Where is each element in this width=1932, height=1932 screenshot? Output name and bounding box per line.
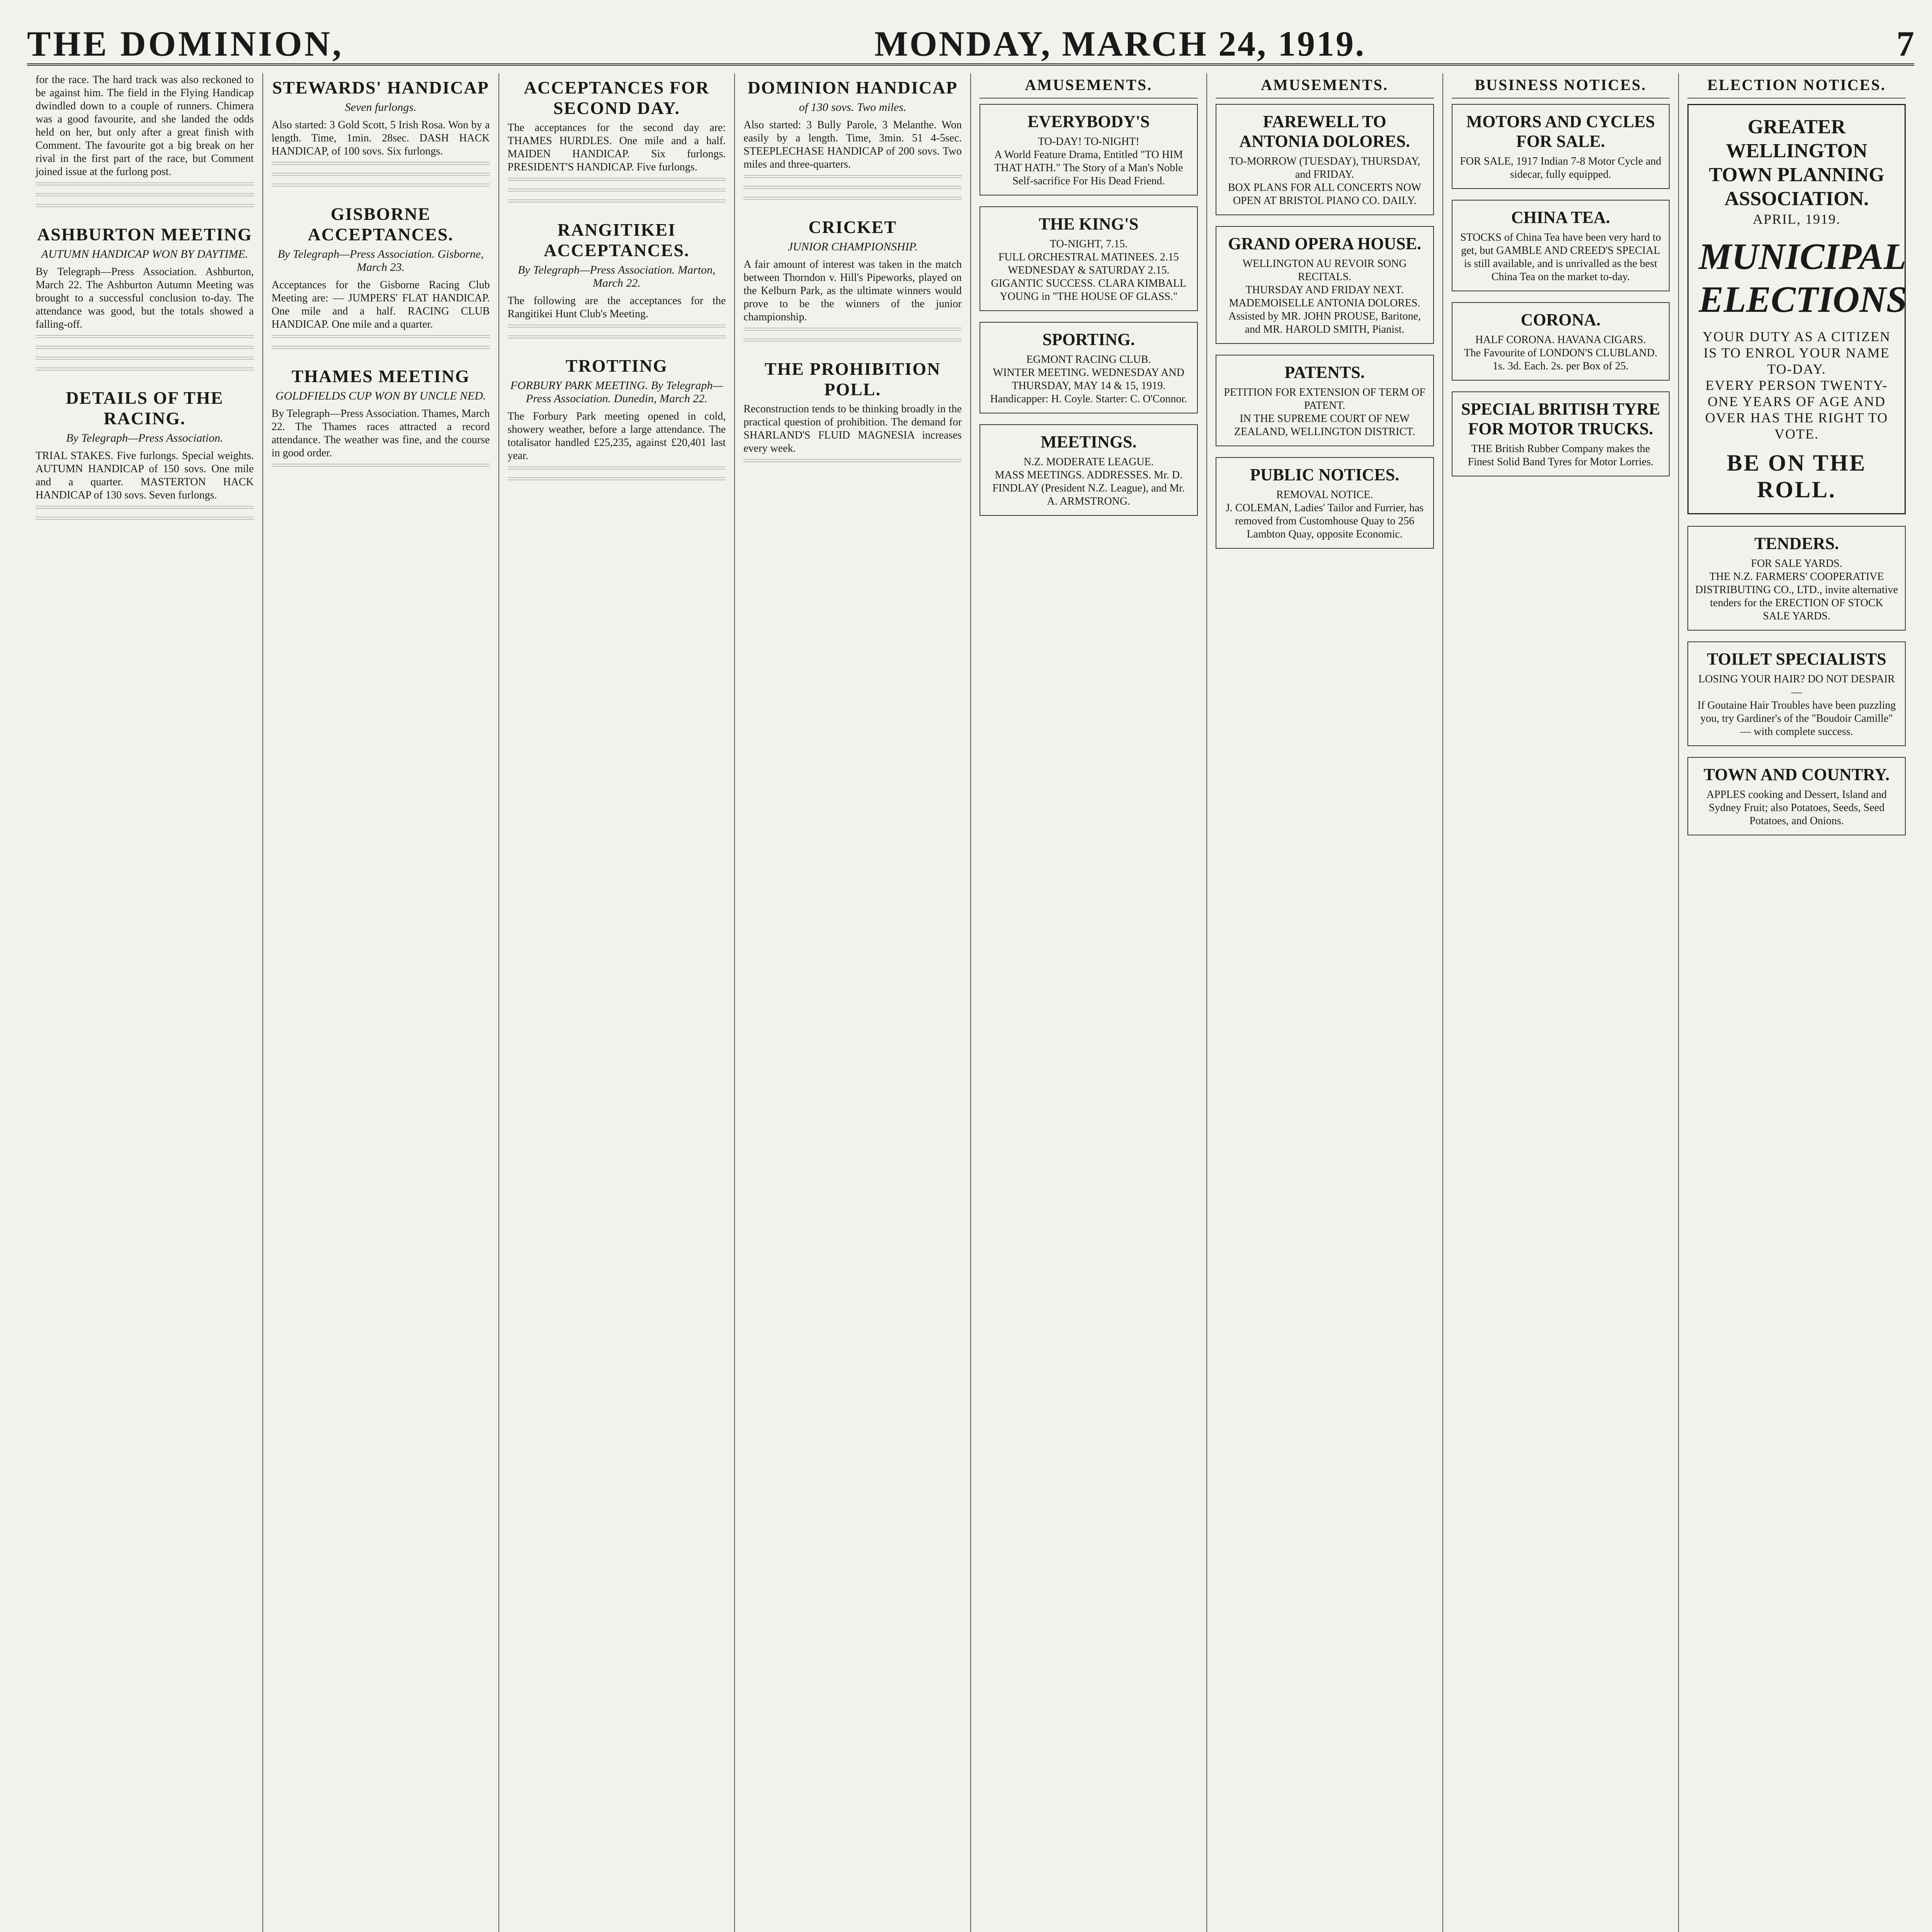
article-body: Reconstruction tends to be thinking broadly in the practical question of prohibition. The demand for SHARLAND'S FLUID MAGNESIA increases every week. [743,403,962,454]
article-body: The acceptances for the second day are: THAMES HURDLES. One mile and a half. MAIDEN HANDICAP. Six furlongs. PRESIDENT'S HANDICAP. Five furlongs. [507,122,726,173]
article-body: TRIAL STAKES. Five furlongs. Special weights. AUTUMN HANDICAP of 150 sovs. One mile and a quarter. MASTERTON HACK HANDICAP of 130 sovs. Seven furlongs. [36,450,254,501]
ad-title: EVERYBODY'S [1027,112,1150,131]
advertisement [980,104,1198,196]
advertisement [1687,641,1906,746]
column-7 [1443,73,1679,1932]
article-subtitle: of 130 sovs. Two miles. [799,101,906,114]
article-title: TROTTING [565,356,668,376]
article-body: A fair amount of interest was taken in the match between Thorndon v. Hill's Pipeworks, played on the Kelburn Park, as the ultimate winners would prove to be the winners of the junior championship. [743,259,962,323]
ad-title: CORONA. [1520,310,1601,329]
advertisement [1216,457,1434,549]
ad-subtitle: REMOVAL NOTICE. [1276,489,1373,501]
election-every: EVERY PERSON TWENTY-ONE YEARS OF AGE AND OVER HAS THE RIGHT TO VOTE. [1705,378,1888,442]
ad-body: MASS MEETINGS. ADDRESSES. Mr. D. FINDLAY (President N.Z. League), and Mr. A. ARMSTRONG. [992,469,1185,507]
column-3 [499,73,735,1932]
section-heading: AMUSEMENTS. [980,73,1198,99]
article [508,355,726,482]
advertisement [980,424,1198,516]
advertisement [1687,526,1906,631]
advertisement [1216,226,1434,344]
section-heading: AMUSEMENTS. [1216,73,1434,99]
article [36,224,254,372]
article [272,366,490,468]
column-5 [971,73,1207,1932]
article-body: By Telegraph—Press Association. Ashburton, March 22. The Ashburton Autumn Meeting was brought to a successful conclusion to-day. The attendance was good, but the totals showed a falling-off. [36,266,254,330]
advertisement [1452,104,1670,189]
advertisement [1452,302,1670,381]
advertisement [1216,104,1434,215]
article [272,77,490,188]
advertisement [1216,355,1434,446]
article-subtitle: AUTUMN HANDICAP WON BY DAYTIME. [41,248,248,260]
ad-subtitle: FOR SALE YARDS. [1751,558,1842,570]
ad-body: THURSDAY AND FRIDAY NEXT. MADEMOISELLE ANTONIA DOLORES. Assisted by MR. JOHN PROUSE, Baritone, and MR. HAROLD SMITH, Pianist. [1228,284,1421,335]
article-title: RANGITIKEI ACCEPTANCES. [544,220,690,260]
election-dates: APRIL, 1919. [1753,211,1841,227]
advertisement [1687,757,1906,835]
ad-title: SPORTING. [1042,330,1135,349]
election-org: GREATER WELLINGTON TOWN PLANNING ASSOCIATION. [1709,116,1884,210]
columns [27,73,1914,1932]
ad-body: FOR SALE, 1917 Indian 7-8 Motor Cycle and sidecar, fully equipped. [1460,155,1662,180]
article-subtitle: JUNIOR CHAMPIONSHIP. [787,240,918,253]
election-headline: MUNICIPAL ELECTIONS [1699,236,1907,320]
article-subtitle: FORBURY PARK MEETING. By Telegraph—Press Association. Dunedin, March 22. [510,379,723,405]
newspaper-title: THE DOMINION, [27,24,344,63]
ad-body: BOX PLANS FOR ALL CONCERTS NOW OPEN AT BRISTOL PIANO CO. DAILY. [1228,182,1422,207]
ad-subtitle: N.Z. MODERATE LEAGUE. [1024,456,1154,468]
article-body: for the race. The hard track was also reckoned to be against him. The field in the Flying Handicap dwindled down to a couple of runners. Chimera was a good favourite, and she landed the odds held on her, but only after a great finish with Comment. The favourite got a big break on her rival in the first part of the race, but Comment joined issue at the furlong post. [36,74,254,178]
article [508,77,726,204]
ad-body: If Goutaine Hair Troubles have been puzzling you, try Gardiner's of the "Boudoir Camille" — with complete success. [1697,699,1896,738]
ad-title: GRAND OPERA HOUSE. [1228,234,1422,253]
article-subtitle: By Telegraph—Press Association. [66,432,223,444]
column-4 [735,73,971,1932]
article-title: ASHBURTON MEETING [37,224,252,244]
ad-subtitle: TO-MORROW (TUESDAY), THURSDAY, and FRIDAY. [1229,155,1420,180]
election-duty: YOUR DUTY AS A CITIZEN IS TO ENROL YOUR NAME TO-DAY. [1702,329,1891,377]
ad-title: CHINA TEA. [1511,208,1610,227]
page-number: 7 [1896,24,1914,63]
ad-subtitle: WELLINGTON AU REVOIR SONG RECITALS. [1242,258,1407,283]
article-subtitle: GOLDFIELDS CUP WON BY UNCLE NED. [275,389,486,402]
article [743,217,962,343]
article [272,204,490,350]
ad-body: APPLES cooking and Dessert, Island and Sydney Fruit; also Potatoes, Seeds, Seed Potatoes, and Onions. [1706,789,1887,827]
advertisement [980,206,1198,311]
ad-title: FAREWELL TO ANTONIA DOLORES. [1239,112,1410,151]
article-body: The Forbury Park meeting opened in cold, showery weather, before a large attendance. The totalisator handled £25,235, against £20,401 last year. [507,410,726,462]
column-2 [263,73,499,1932]
article-body: Also started: 3 Gold Scott, 5 Irish Rosa. Won by a length. Time, 1min. 28sec. DASH HACK HANDICAP, of 100 sovs. Six furlongs. [271,119,490,157]
article [743,77,962,201]
article-subtitle: By Telegraph—Press Association. Gisborne, March 23. [277,248,484,274]
ad-body: THE British Rubber Company makes the Finest Solid Band Tyres for Motor Lorries. [1468,443,1654,468]
ad-body: IN THE SUPREME COURT OF NEW ZEALAND, WELLINGTON DISTRICT. [1234,413,1415,438]
section-heading: BUSINESS NOTICES. [1452,73,1670,99]
ad-subtitle: HALF CORONA. HAVANA CIGARS. [1475,334,1646,346]
article-title: ACCEPTANCES FOR SECOND DAY. [524,78,709,118]
column-6 [1207,73,1443,1932]
ad-body: J. COLEMAN, Ladies' Tailor and Furrier, has removed from Customhouse Quay to 256 Lambton Quay, opposite Economic. [1225,502,1424,540]
article-title: DOMINION HANDICAP [747,78,958,97]
advertisement [1452,200,1670,291]
ad-subtitle: EGMONT RACING CLUB. [1026,354,1151,366]
ad-title: TOWN AND COUNTRY. [1703,765,1890,784]
ad-body: The Favourite of LONDON'S CLUBLAND. 1s. 3d. Each. 2s. per Box of 25. [1464,347,1658,372]
ad-body: A World Feature Drama, Entitled "TO HIM THAT HATH." The Story of a Man's Noble Self-sacrifice For His Dead Friend. [994,149,1183,187]
election-roll: BE ON THE ROLL. [1726,450,1867,502]
article [743,359,962,464]
article-title: GISBORNE ACCEPTANCES. [308,204,454,244]
article-title: STEWARDS' HANDICAP [272,78,489,97]
ad-subtitle: LOSING YOUR HAIR? DO NOT DESPAIR— [1698,673,1895,698]
ad-title: TOILET SPECIALISTS [1707,650,1886,668]
article-subtitle: By Telegraph—Press Association. Marton, March 22. [518,264,716,289]
article-body: The following are the acceptances for the Rangitikei Hunt Club's Meeting. [507,295,726,320]
ad-title: MOTORS AND CYCLES FOR SALE. [1466,112,1655,151]
column-8 [1679,73,1914,1932]
ad-title: TENDERS. [1754,534,1839,553]
article [36,388,254,521]
article [508,219,726,340]
column-1 [27,73,263,1932]
article-body: Also started: 3 Bully Parole, 3 Melanthe. Won easily by a length. Time, 3min. 51 4-5sec. STEEPLECHASE HANDICAP of 200 sovs. Two miles and three-quarters. [743,119,962,170]
ad-title: MEETINGS. [1041,432,1137,451]
ad-subtitle: PETITION FOR EXTENSION OF TERM OF PATENT. [1224,386,1425,412]
ad-title: THE KING'S [1039,214,1139,233]
ad-body: STOCKS of China Tea have been very hard to get, but GAMBLE AND CREED'S SPECIAL is still available, and is unrivalled as the best China Tea on the market to-day. [1460,231,1661,283]
ad-body: WINTER MEETING. WEDNESDAY AND THURSDAY, MAY 14 & 15, 1919. Handicapper: H. Coyle. Starter: C. O'Connor. [990,367,1187,405]
article-title: DETAILS OF THE RACING. [66,388,224,428]
advertisement [980,322,1198,413]
ad-subtitle: TO-DAY! TO-NIGHT! [1038,136,1139,148]
ad-title: SPECIAL BRITISH TYRE FOR MOTOR TRUCKS. [1461,400,1660,438]
article-body: By Telegraph—Press Association. Thames, March 22. The Thames races attracted a record attendance. The weather was fine, and the course in good order. [271,408,490,459]
article-title: CRICKET [808,217,897,237]
advertisement [1452,391,1670,476]
election-notice [1687,104,1906,514]
article [36,73,254,209]
ad-body: FULL ORCHESTRAL MATINEES. 2.15 WEDNESDAY & SATURDAY 2.15. GIGANTIC SUCCESS. CLARA KIMBALL YOUNG in "THE HOUSE OF GLASS." [991,251,1187,303]
article-body: Acceptances for the Gisborne Racing Club Meeting are: — JUMPERS' FLAT HANDICAP. One mile and a half. RACING CLUB HANDICAP. One mile and a quarter. [271,279,490,330]
article-title: THAMES MEETING [291,366,470,386]
section-heading: ELECTION NOTICES. [1687,73,1906,99]
ad-subtitle: TO-NIGHT, 7.15. [1049,238,1128,250]
article-title: THE PROHIBITION POLL. [764,359,941,399]
issue-date: MONDAY, MARCH 24, 1919. [874,24,1366,63]
masthead [27,23,1914,66]
article-subtitle: Seven furlongs. [345,101,417,114]
ad-body: THE N.Z. FARMERS' COOPERATIVE DISTRIBUTING CO., LTD., invite alternative tenders for the ERECTION OF STOCK SALE YARDS. [1695,571,1898,622]
ad-title: PATENTS. [1284,363,1365,382]
ad-title: PUBLIC NOTICES. [1250,465,1400,484]
